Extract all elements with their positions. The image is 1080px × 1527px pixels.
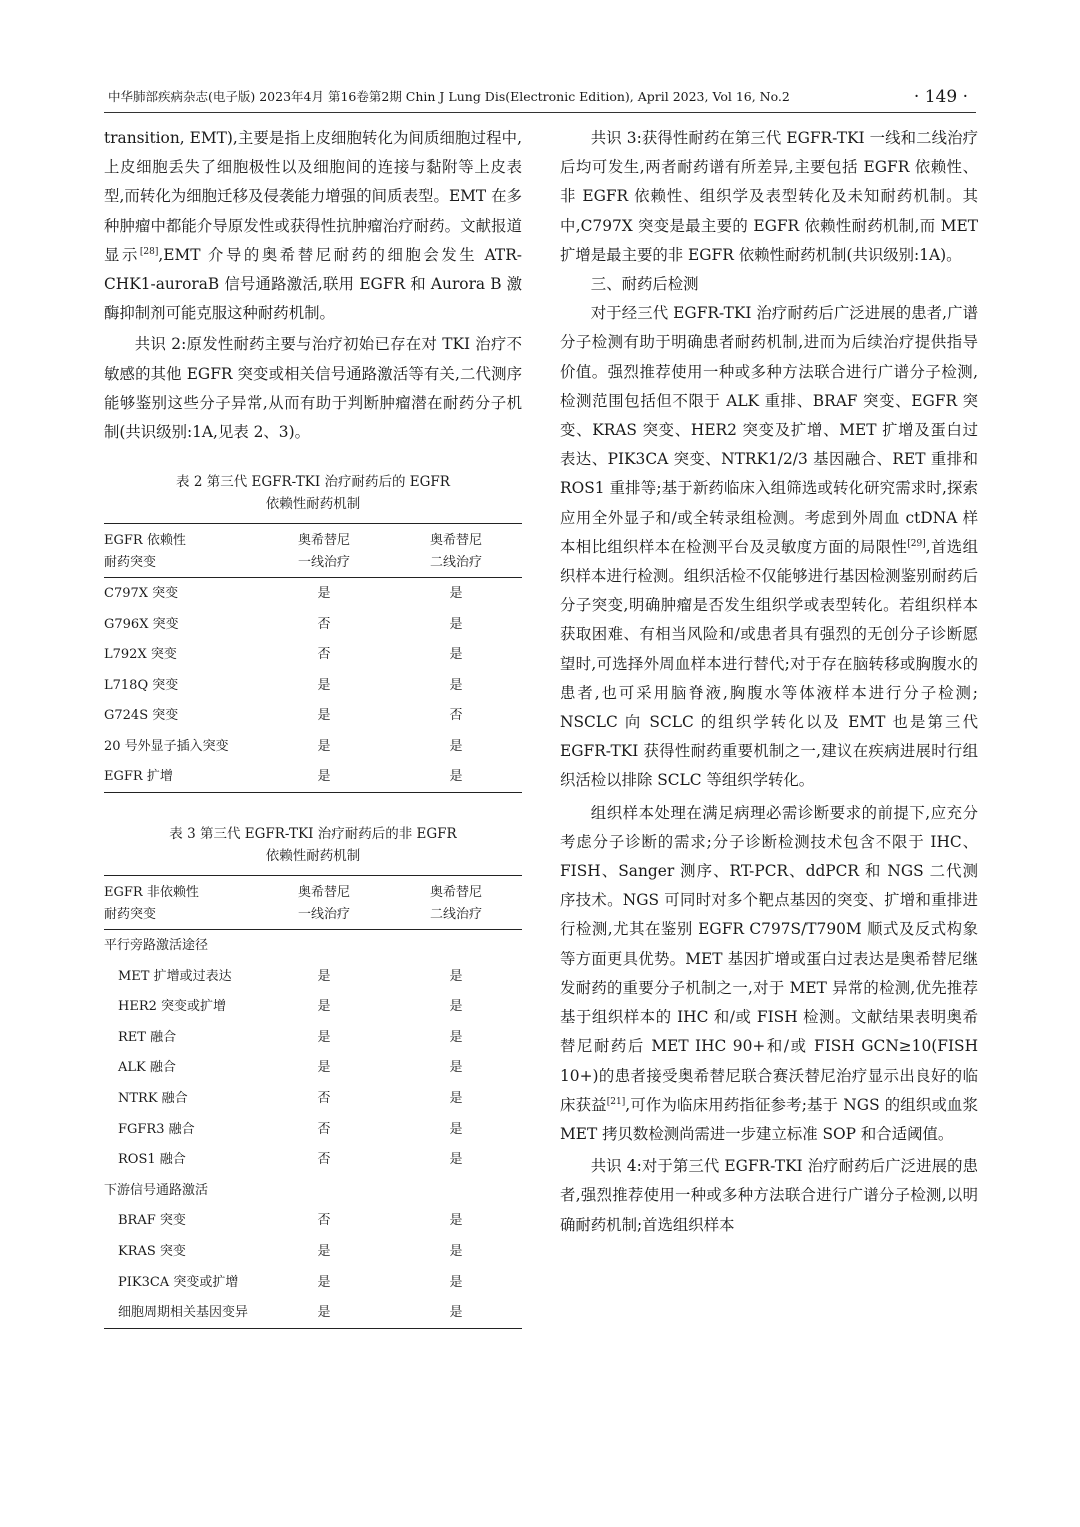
- section-heading: 三、耐药后检测: [590, 275, 699, 294]
- table-cell: FGFR3 融合: [118, 1121, 195, 1137]
- header-line: EGFR 非依赖性: [104, 885, 199, 901]
- table-cell: NTRK 融合: [118, 1091, 188, 1107]
- table-cell: 是: [449, 1152, 463, 1168]
- header-line: 奥希替尼: [429, 533, 482, 549]
- table-title-line: 依赖性耐药机制: [265, 848, 361, 865]
- table-cell: 否: [449, 708, 463, 724]
- table-cell: KRAS 突变: [118, 1244, 186, 1260]
- table-title-line: 表 3 第三代 EGFR-TKI 治疗耐药后的非 EGFR: [169, 826, 457, 843]
- table-cell: 是: [449, 616, 463, 632]
- table-cell: BRAF 突变: [118, 1213, 186, 1229]
- header-line: 一线治疗: [297, 555, 350, 571]
- table-cell: 是: [449, 968, 463, 984]
- table-cell: 是: [317, 585, 331, 601]
- table-row: [104, 762, 522, 793]
- table-cell: 是: [449, 1060, 463, 1076]
- right-paragraph-3: [560, 799, 978, 1149]
- header-line: 二线治疗: [429, 907, 482, 923]
- table-cell: 是: [258, 1298, 390, 1329]
- header-line: 一线治疗: [297, 907, 350, 923]
- header-line: 奥希替尼: [297, 533, 350, 549]
- table-cell: 是: [317, 708, 331, 724]
- table-row: [104, 1267, 522, 1298]
- table-cell: 是: [317, 1274, 331, 1290]
- table-row: [104, 992, 522, 1023]
- table-row: [104, 1145, 522, 1176]
- table-cell: RET 融合: [118, 1029, 177, 1045]
- table-cell: 否: [317, 1121, 331, 1137]
- table-cell: 是: [449, 1091, 463, 1107]
- page-number: · 149 ·: [913, 87, 968, 107]
- table-cell: 是: [449, 738, 463, 754]
- table-header-cell: [258, 876, 390, 930]
- table-cell: ALK 融合: [118, 1060, 176, 1076]
- table-2-title: [104, 471, 522, 515]
- header-line: 耐药突变: [104, 555, 157, 571]
- table-cell: 否: [317, 647, 331, 663]
- table-cell: 是: [317, 1244, 331, 1260]
- table-title-line: 表 2 第三代 EGFR-TKI 治疗耐药后的 EGFR: [176, 474, 450, 491]
- table-row: [104, 1083, 522, 1114]
- citation-ref: [28]: [139, 246, 159, 257]
- table-group-row: [104, 1175, 522, 1206]
- table-cell: 是: [390, 762, 522, 793]
- text-span: ,EMT 介导的奥希替尼耐药的细胞会发生 ATR-CHK1-auroraB 信号通路激活,联用 EGFR 和 Aurora B 激酶抑制剂可能克服这种耐药机制。: [104, 245, 522, 323]
- consensus-4-paragraph: 共识 4:对于第三代 EGFR-TKI 治疗耐药后广泛进展的患者,强烈推荐使用一种或多种方法联合进行广谱分子检测,以明确耐药机制;首选组织样本: [560, 1157, 978, 1234]
- table-cell: G796X 突变: [104, 616, 179, 632]
- table-cell: G724S 突变: [104, 708, 179, 724]
- right-column: [560, 124, 978, 1240]
- consensus-3-paragraph: 共识 3:获得性耐药在第三代 EGFR-TKI 一线和二线治疗后均可发生,两者耐药谱有所差异,主要包括 EGFR 依赖性、非 EGFR 依赖性、组织学及表型转化及未知耐药机制。其中,C797X 突变是最主要的 EGFR 依赖性耐药机制,而 MET 扩增是最主要的非 EGFR 依赖性耐药机制(共识级别:1A)。: [560, 129, 978, 264]
- table-row: [104, 1022, 522, 1053]
- group-label: 下游信号通路激活: [104, 1182, 209, 1198]
- table-cell: 否: [317, 1091, 331, 1107]
- table-3: [104, 875, 522, 1329]
- table-cell: 细胞周期相关基因变异: [104, 1298, 258, 1329]
- table-3-title: [104, 823, 522, 867]
- table-row: [104, 1298, 522, 1329]
- table-cell: 是: [449, 1121, 463, 1137]
- header-line: 奥希替尼: [429, 885, 482, 901]
- table-cell: PIK3CA 突变或扩增: [118, 1274, 239, 1290]
- table-cell: 是: [449, 1213, 463, 1229]
- text-span: transition, EMT),主要是指上皮细胞转化为间质细胞过程中,上皮细胞丢失了细胞极性以及细胞间的连接与黏附等上皮表型,而转化为细胞迁移及侵袭能力增强的间质表型。EMT 在多种肿瘤中都能介导原发性或获得性抗肿瘤治疗耐药。文献报道显示: [104, 129, 522, 264]
- table-header-cell: [258, 524, 390, 578]
- table-cell: 是: [258, 762, 390, 793]
- table-row: [104, 1206, 522, 1237]
- table-row: [104, 670, 522, 701]
- table-cell: 是: [317, 1060, 331, 1076]
- table-cell: 是: [317, 738, 331, 754]
- table-row: [104, 701, 522, 732]
- table-cell: 是: [449, 999, 463, 1015]
- table-cell: MET 扩增或过表达: [118, 968, 232, 984]
- table-cell: 否: [317, 1213, 331, 1229]
- journal-citation: 中华肺部疾病杂志(电子版) 2023年4月 第16卷第2期 Chin J Lung Dis(Electronic Edition), April 2023, Vol 16, No.2: [108, 89, 790, 104]
- table-header-cell: [390, 524, 522, 578]
- table-2: [104, 523, 522, 793]
- table-title-line: 依赖性耐药机制: [265, 496, 361, 513]
- table-cell: L792X 突变: [104, 647, 177, 663]
- right-paragraph-2: [560, 299, 978, 795]
- citation-ref: [29]: [907, 538, 926, 549]
- group-label: 平行旁路激活途径: [104, 938, 209, 954]
- left-column: [104, 124, 522, 1329]
- table-cell: 20 号外显子插入突变: [104, 738, 229, 754]
- table-header-cell: [104, 876, 258, 930]
- text-span: ,可作为临床用药指征参考;基于 NGS 的组织或血浆 MET 拷贝数检测尚需进一步建立标准 SOP 和合适阈值。: [560, 1095, 978, 1143]
- consensus-2-paragraph: 共识 2:原发性耐药主要与治疗初始已存在对 TKI 治疗不敏感的其他 EGFR 突变或相关信号通路激活等有关,二代测序能够鉴别这些分子异常,从而有助于判断肿瘤潜在耐药分子机制(共识级别:1A,见表 2、3)。: [104, 335, 522, 442]
- table-row: [104, 731, 522, 762]
- table-cell: 是: [317, 968, 331, 984]
- table-row: [104, 1236, 522, 1267]
- table-cell: 是: [317, 677, 331, 693]
- table-header-cell: [104, 524, 258, 578]
- left-paragraph-1: [104, 124, 522, 328]
- table-cell: 是: [449, 647, 463, 663]
- table-cell: 是: [449, 1029, 463, 1045]
- table-row: [104, 578, 522, 609]
- table-cell: C797X 突变: [104, 585, 179, 601]
- header-line: EGFR 依赖性: [104, 533, 186, 549]
- table-row: [104, 609, 522, 640]
- header-line: 耐药突变: [104, 907, 157, 923]
- table-cell: 是: [449, 585, 463, 601]
- table-row: [104, 639, 522, 670]
- running-header: [108, 86, 968, 108]
- text-span: 组织样本处理在满足病理必需诊断要求的前提下,应充分考虑分子诊断的需求;分子诊断检测技术包含不限于 IHC、FISH、Sanger 测序、RT-PCR、ddPCR 和 NGS 二代测序技术。NGS 可同时对多个靶点基因的突变、扩增和重排进行检测,尤其在鉴别 EGFR C797S/T790M 顺式及反式构象等方面更具优势。MET 基因扩增或蛋白过表达是奥希替尼继发耐药的重要分子机制之一,对于 MET 异常的检测,优先推荐基于组织样本的 IHC 和/或 FISH 检测。文献结果表明奥希替尼耐药后 MET IHC 90+和/或 FISH GCN≥10(FISH 10+)的患者接受奥希替尼联合赛沃替尼治疗显示出良好的临床获益: [560, 803, 978, 1114]
- table-cell: 是: [449, 1244, 463, 1260]
- citation-ref: [21]: [606, 1096, 626, 1107]
- table-cell: 是: [390, 1298, 522, 1329]
- table-cell: 是: [317, 999, 331, 1015]
- table-row: [104, 961, 522, 992]
- table-cell: 是: [317, 1029, 331, 1045]
- header-line: 奥希替尼: [297, 885, 350, 901]
- table-header-cell: [390, 876, 522, 930]
- table-cell: L718Q 突变: [104, 677, 179, 693]
- table-row: [104, 1053, 522, 1084]
- table-cell: 否: [317, 616, 331, 632]
- table-row: [104, 1114, 522, 1145]
- table-group-row: [104, 930, 522, 961]
- table-cell: ROS1 融合: [118, 1152, 186, 1168]
- table-cell: EGFR 扩增: [104, 762, 258, 793]
- header-line: 二线治疗: [429, 555, 482, 571]
- text-span: 对于经三代 EGFR-TKI 治疗耐药后广泛进展的患者,广谱分子检测有助于明确患者耐药机制,进而为后续治疗提供指导价值。强烈推荐使用一种或多种方法联合进行广谱分子检测,检测范围包括但不限于 ALK 重排、BRAF 突变、EGFR 突变、KRAS 突变、HER2 突变及扩增、MET 扩增及蛋白过表达、PIK3CA 突变、NTRK1/2/3 基因融合、RET 重排和 ROS1 重排等;基于新药临床入组筛选或转化研究需求时,探索应用全外显子和/或全转录组检测。考虑到外周血 ctDNA 样本相比组织样本在检测平台及灵敏度方面的局限性: [560, 304, 978, 556]
- table-cell: 是: [449, 677, 463, 693]
- table-cell: 是: [449, 1274, 463, 1290]
- header-rule: [104, 112, 976, 113]
- table-cell: 否: [317, 1152, 331, 1168]
- table-cell: HER2 突变或扩增: [118, 999, 227, 1015]
- text-span: ,首选组织样本进行检测。组织活检不仅能够进行基因检测鉴别耐药后分子突变,明确肿瘤是否发生组织学或表型转化。若组织样本获取困难、有相当风险和/或患者具有强烈的无创分子诊断愿望时,可选择外周血样本进行替代;对于存在脑转移或胸腹水的患者,也可采用脑脊液,胸腹水等体液样本进行分子检测; NSCLC 向 SCLC 的组织学转化以及 EMT 也是第三代 EGFR-TKI 获得性耐药重要机制之一,建议在疾病进展时行组织活检以排除 SCLC 等组织学转化。: [560, 537, 978, 790]
